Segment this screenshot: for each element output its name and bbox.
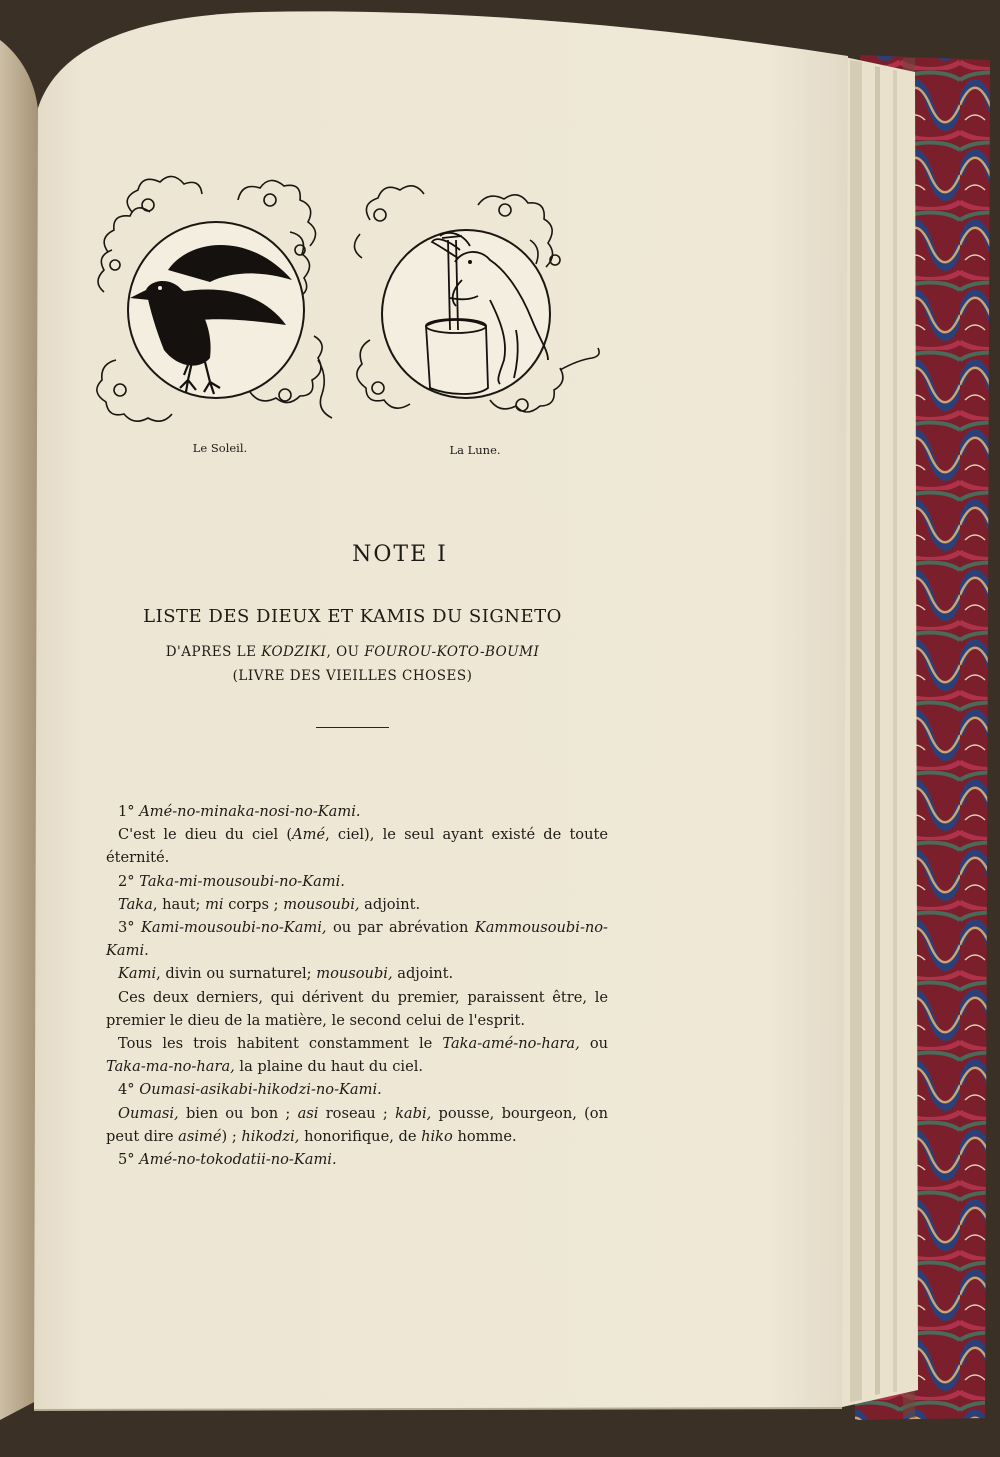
page-title: LISTE DES DIEUX ET KAMIS DU SIGNETO	[143, 606, 562, 627]
sun-caption: Le Soleil.	[192, 441, 248, 455]
subtitle	[100, 644, 605, 660]
entry-2-desc: Taka, haut; mi corps ; mousoubi, adjoint.	[118, 895, 421, 913]
subtitle-mid: , OU	[326, 644, 365, 660]
body-text	[106, 800, 608, 1171]
entry-5: 5° Amé-no-tokodatii-no-Kami.	[118, 1151, 337, 1169]
entry-2: 2° Taka-mi-mousoubi-no-Kami.	[118, 872, 345, 890]
note-heading: NOTE I	[352, 542, 448, 567]
moon-caption: La Lune.	[449, 443, 501, 457]
subtitle-pre: D'APRES LE	[165, 644, 262, 660]
subtitle-kodziki: KODZIKI	[261, 644, 327, 660]
entry-4-desc: Oumasi, bien ou bon ; asi roseau ; kabi, pousse, bourgeon, (on peut dire asimé) ; hikodzi, honorifique, de hiko homme.	[106, 1104, 608, 1145]
paragraph-derived: Ces deux derniers, qui dérivent du premier, paraissent être, le premier le dieu de la matière, le second celui de l'esprit.	[106, 988, 608, 1029]
entry-4: 4° Oumasi-asikabi-hikodzi-no-Kami.	[118, 1081, 382, 1099]
entry-3-desc: Kami, divin ou surnaturel; mousoubi, adjoint.	[118, 965, 454, 983]
subtitle-fourou: FOUROU-KOTO-BOUMI	[364, 644, 540, 660]
entry-3: 3° Kami-mousoubi-no-Kami, ou par abrévation Kammousoubi-no-Kami.	[106, 919, 608, 960]
divider-rule	[316, 727, 389, 728]
entry-1-desc: C'est le dieu du ciel (Amé, ciel), le seul ayant existé de toute éternité.	[106, 826, 608, 867]
entry-1: 1° Amé-no-minaka-nosi-no-Kami.	[118, 803, 361, 820]
subtitle-second-line: (LIVRE DES VIEILLES CHOSES)	[232, 668, 473, 684]
paragraph-habitat: Tous les trois habitent constamment le Taka-amé-no-hara, ou Taka-ma-no-hara, la plaine du haut du ciel.	[106, 1035, 609, 1076]
